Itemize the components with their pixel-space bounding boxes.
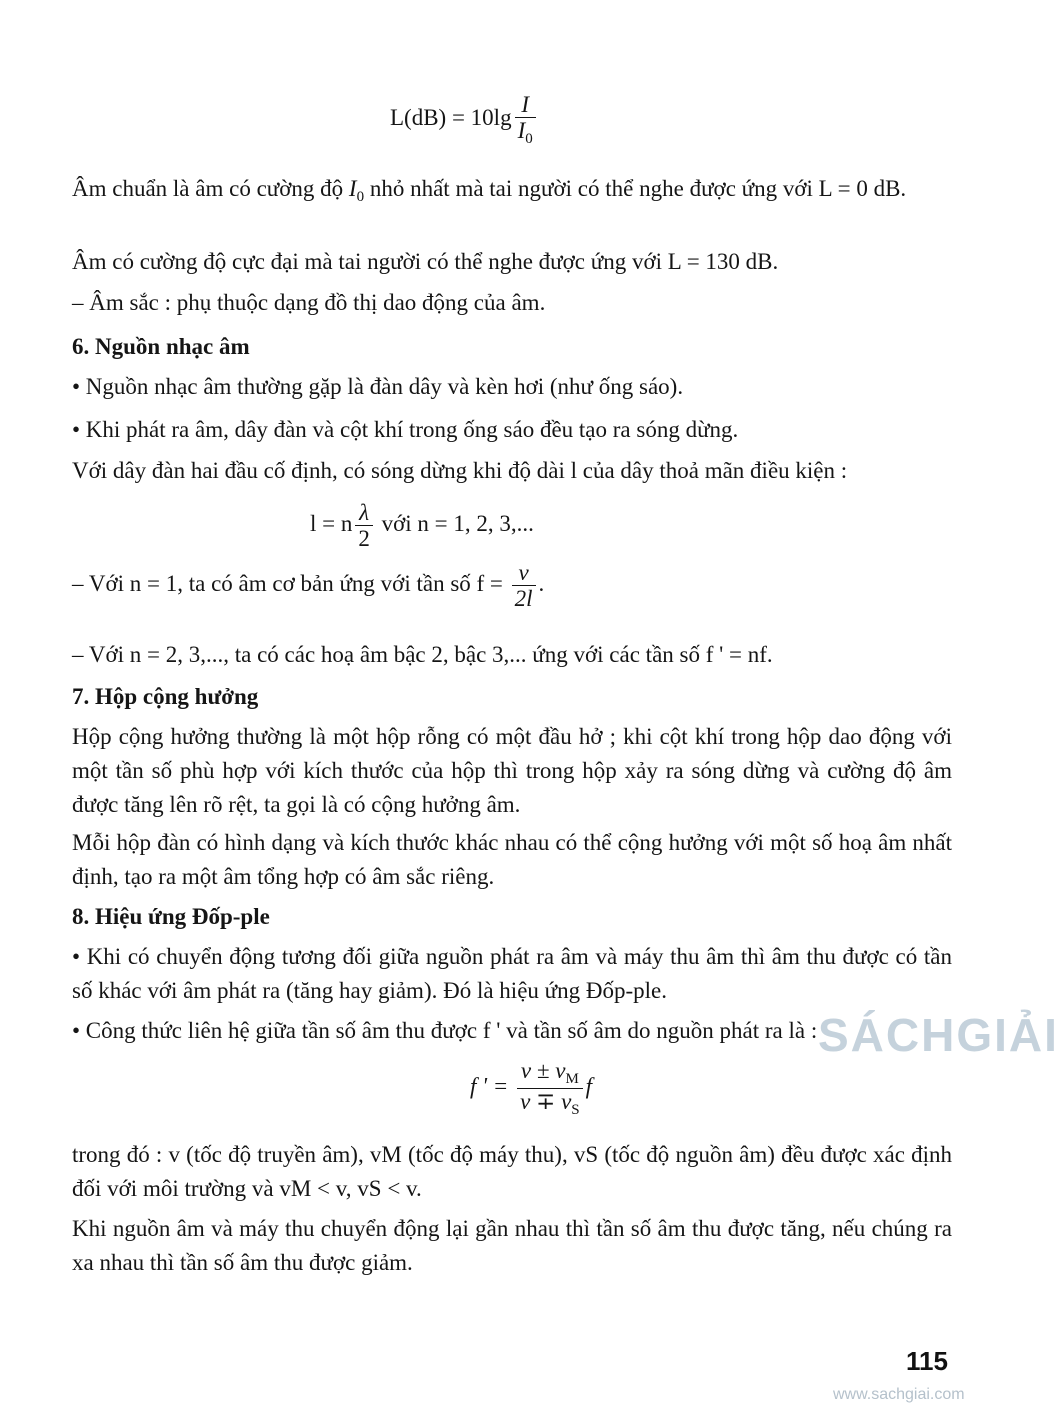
fraction	[512, 560, 536, 612]
bullet-6-1: • Nguồn nhạc âm thường gặp là đàn dây và kèn hơi (như ống sáo).	[72, 374, 684, 399]
fraction-denominator: 2l	[514, 586, 533, 612]
fraction: $\frac{v \pm v_M}{v \mp v_S}$	[517, 1058, 583, 1118]
bullet-8-1: • Khi có chuyển động tương đối giữa nguồn phát ra âm và máy thu âm thì âm thu được có tần số khác với âm phát ra (tăng hay giảm). Đó là hiệu ứng Đốp-ple.	[72, 944, 952, 1003]
formula-lhs: l = n	[310, 511, 353, 537]
formula-sound-level	[390, 92, 539, 148]
heading-section-7: 7. Hộp cộng hưởng	[72, 684, 259, 709]
heading-section-8: 8. Hiệu ứng Đốp-ple	[72, 904, 270, 929]
paragraph-max-intensity: Âm có cường độ cực đại mà tai người có thể nghe được ứng với L = 130 dB.	[72, 249, 779, 274]
formula-doppler	[470, 1058, 592, 1118]
formula-rhs: f	[585, 1073, 593, 1099]
subscript: 0	[525, 131, 533, 148]
bullet-6-2: • Khi phát ra âm, dây đàn và cột khí trong ống sáo đều tạo ra sóng dừng.	[72, 417, 739, 442]
fraction-numerator: I	[521, 92, 529, 117]
fraction	[355, 500, 373, 552]
item-fundamental: – Với n = 1, ta có âm cơ bản ứng với tần số f = $\frac{v}{2l}$ .	[72, 560, 545, 612]
paragraph-definitions: trong đó : v (tốc độ truyền âm), vM (tốc độ máy thu), vS (tốc độ nguồn âm) đều được xác định đối với môi trường và vM < v, vS < v.	[72, 1142, 952, 1201]
fraction-denominator: 2	[358, 526, 370, 552]
paragraph-conclusion: Khi nguồn âm và máy thu chuyển động lại gần nhau thì tần số âm thu được tăng, nếu chúng ra xa nhau thì tần số âm thu được giảm.	[72, 1216, 952, 1275]
formula-rhs: với n = 1, 2, 3,...	[375, 511, 534, 537]
item-harmonics: – Với n = 2, 3,..., ta có các hoạ âm bậc 2, bậc 3,... ứng với các tần số f ' = nf.	[72, 642, 773, 667]
paragraph-standard-sound: Âm chuẩn là âm có cường độ $I_0$ nhỏ nhất mà tai người có thể nghe được ứng với L = 0 dB.	[72, 176, 907, 205]
paragraph-instrument-box: Mỗi hộp đàn có hình dạng và kích thước khác nhau có thể cộng hưởng với một số hoạ âm nhất định, tạo ra một âm tổng hợp có âm sắc riêng.	[72, 830, 952, 889]
page-number: 115	[906, 1346, 948, 1376]
fraction-numerator: v ± v	[520, 1058, 566, 1083]
fraction	[515, 92, 536, 148]
formula-lhs: f ' =	[470, 1073, 515, 1099]
item-text: – Với n = 1, ta có âm cơ bản ứng với tần số f =	[72, 571, 509, 597]
paragraph-string-condition: Với dây đàn hai đầu cố định, có sóng dừng khi độ dài l của dây thoả mãn điều kiện :	[72, 458, 848, 483]
bullet-8-2: • Công thức liên hệ giữa tần số âm thu được f ' và tần số âm do nguồn phát ra là :	[72, 1018, 818, 1043]
formula-lhs: L(dB) = 10lg	[390, 105, 512, 131]
fraction-numerator: λ	[359, 500, 370, 525]
fraction-numerator: v	[518, 560, 529, 585]
paragraph-resonance-box: Hộp cộng hưởng thường là một hộp rỗng có một đầu hở ; khi cột khí trong hộp dao động với một tần số phù hợp với kích thước của hộp thì trong hộp xảy ra sóng dừng và cường độ âm được tăng lên rõ rệt, ta gọi là có cộng hưởng âm.	[72, 724, 952, 817]
watermark-logo: SÁCHGIẢI	[818, 1009, 1059, 1061]
formula-standing-wave	[310, 500, 534, 552]
watermark-url: www.sachgiai.com	[833, 1386, 965, 1403]
heading-section-6: 6. Nguồn nhạc âm	[72, 334, 250, 359]
paragraph-timbre: – Âm sắc : phụ thuộc dạng đồ thị dao động của âm.	[72, 290, 546, 315]
fraction-denominator: v ∓ v	[520, 1088, 572, 1114]
fraction-denominator: I	[517, 118, 526, 144]
